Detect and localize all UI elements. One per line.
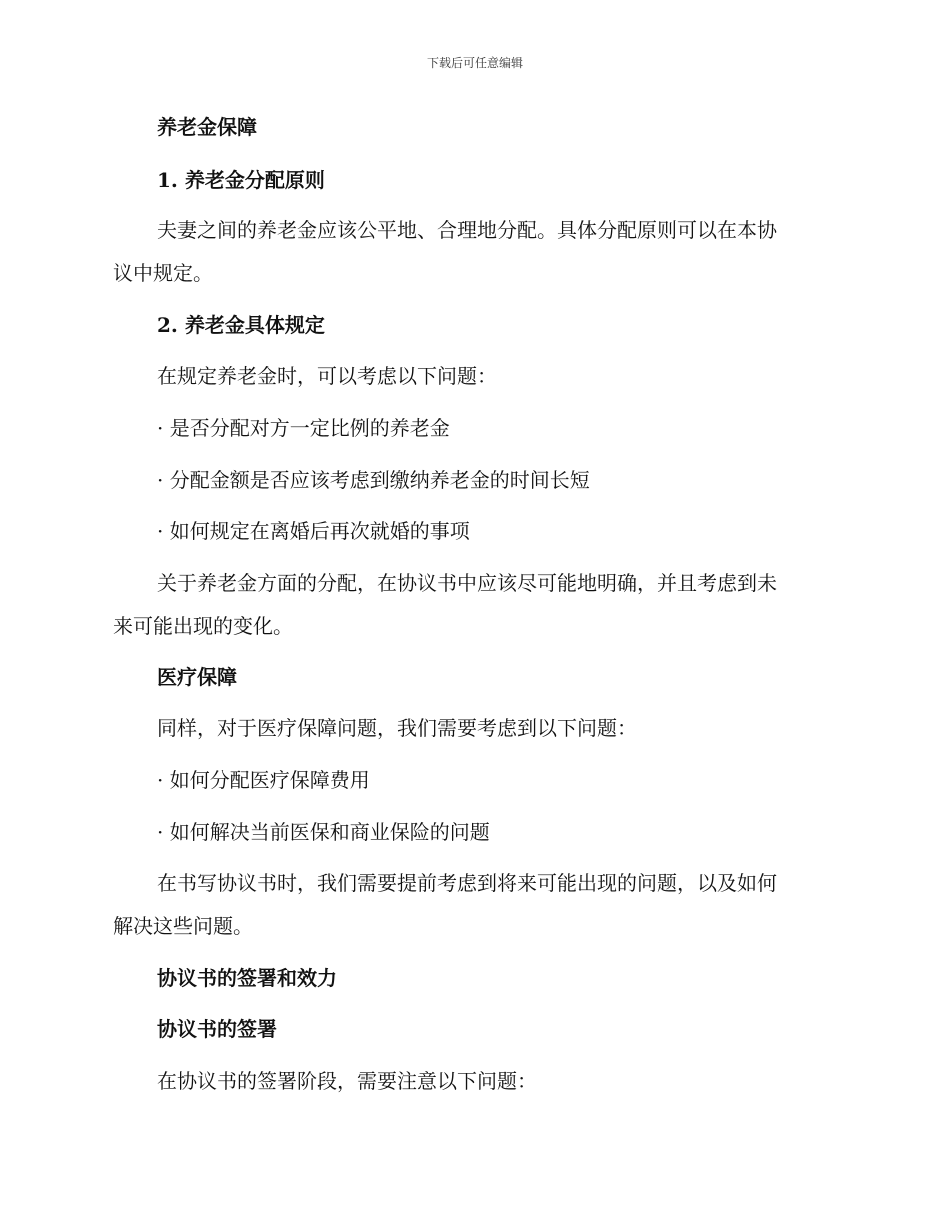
bullet-item: · 如何解决当前医保和商业保险的问题: [157, 820, 490, 844]
subheading-pension-rules: 2. 养老金具体规定: [157, 313, 325, 337]
subheading-pension-principle: 1. 养老金分配原则: [157, 168, 325, 192]
paragraph-line: 在书写协议书时，我们需要提前考虑到将来可能出现的问题，以及如何: [157, 871, 777, 895]
paragraph-line: 在规定养老金时，可以考虑以下问题：: [157, 364, 497, 388]
section-heading-pension: 养老金保障: [157, 115, 257, 139]
paragraph-line: 关于养老金方面的分配，在协议书中应该尽可能地明确，并且考虑到未: [157, 571, 777, 595]
bullet-item: · 分配金额是否应该考虑到缴纳养老金的时间长短: [157, 468, 590, 492]
bullet-item: · 是否分配对方一定比例的养老金: [157, 416, 450, 440]
page-header-note: 下载后可任意编辑: [426, 56, 523, 70]
paragraph-line: 同样，对于医疗保障问题，我们需要考虑到以下问题：: [157, 716, 637, 740]
section-heading-signing-effect: 协议书的签署和效力: [157, 966, 337, 990]
paragraph-line: 夫妻之间的养老金应该公平地、合理地分配。具体分配原则可以在本协: [157, 218, 777, 242]
bullet-item: · 如何规定在离婚后再次就婚的事项: [157, 519, 470, 543]
paragraph-line: 解决这些问题。: [113, 914, 253, 938]
section-heading-medical: 医疗保障: [157, 665, 237, 689]
paragraph-line: 议中规定。: [113, 261, 213, 285]
bullet-item: · 如何分配医疗保障费用: [157, 768, 370, 792]
paragraph-line: 在协议书的签署阶段，需要注意以下问题：: [157, 1069, 537, 1093]
paragraph-line: 来可能出现的变化。: [113, 614, 293, 638]
subheading-signing: 协议书的签署: [157, 1017, 277, 1041]
